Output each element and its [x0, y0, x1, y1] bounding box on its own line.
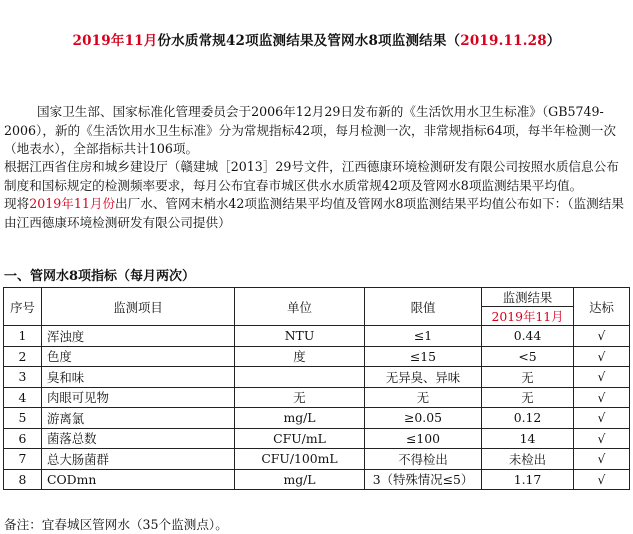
cell-pass: √	[574, 326, 630, 347]
intro-paragraph-standard: 国家卫生部、国家标准化管理委员会于2006年12月29日发布新的《生活饮用水卫生标准》（GB5749-2006），新的《生活饮用水卫生标准》分为常规指标42项，每月检测一次，非常规指标64项，每半年检测一次（地表水），全部指标共计106项。	[4, 104, 616, 156]
table-row	[4, 326, 630, 347]
cell-item: 总大肠菌群	[42, 449, 235, 470]
cell-unit	[235, 367, 365, 388]
header-result: 监测结果	[482, 288, 574, 307]
cell-no: 2	[4, 346, 42, 367]
cell-unit: NTU	[235, 326, 365, 347]
intro-paragraph-announcement	[4, 195, 630, 232]
header-no: 序号	[4, 288, 42, 326]
cell-limit: 无	[365, 387, 482, 408]
table-row	[4, 387, 630, 408]
announcement-body: 出厂水、管网末梢水42项监测结果平均值及管网水8项监测结果平均值公布如下：（监测结果由江西德康环境检测研发有限公司提供）	[4, 196, 624, 230]
title-date: 2019.11.28	[460, 33, 547, 49]
cell-unit: 度	[235, 346, 365, 367]
cell-pass: √	[574, 346, 630, 367]
cell-pass: √	[574, 428, 630, 449]
cell-result: 无	[482, 387, 574, 408]
header-item: 监测项目	[42, 288, 235, 326]
page-title	[0, 29, 633, 49]
cell-no: 6	[4, 428, 42, 449]
cell-item: 肉眼可见物	[42, 387, 235, 408]
cell-item: 游离氯	[42, 408, 235, 429]
header-unit: 单位	[235, 288, 365, 326]
cell-pass: √	[574, 387, 630, 408]
cell-unit: mg/L	[235, 408, 365, 429]
cell-limit: ≤1	[365, 326, 482, 347]
cell-result: 1.17	[482, 469, 574, 490]
cell-item: 菌落总数	[42, 428, 235, 449]
table-row	[4, 408, 630, 429]
header-pass: 达标	[574, 288, 630, 326]
cell-result: <5	[482, 346, 574, 367]
cell-pass: √	[574, 408, 630, 429]
title-month: 2019年11月	[72, 33, 158, 49]
table-row	[4, 469, 630, 490]
cell-result: 14	[482, 428, 574, 449]
title-main: 份水质常规42项监测结果及管网水8项监测结果（	[157, 33, 461, 49]
cell-limit: ≤100	[365, 428, 482, 449]
cell-no: 8	[4, 469, 42, 490]
header-limit: 限值	[365, 288, 482, 326]
table-row	[4, 449, 630, 470]
cell-no: 1	[4, 326, 42, 347]
footnote: 备注：宜春城区管网水（35个监测点）。	[4, 517, 228, 532]
section-title: 一、管网水8项指标（每月两次）	[4, 269, 196, 284]
cell-no: 7	[4, 449, 42, 470]
monitoring-table	[3, 287, 630, 490]
cell-limit: 无异臭、异味	[365, 367, 482, 388]
cell-no: 3	[4, 367, 42, 388]
cell-pass: √	[574, 449, 630, 470]
table-row	[4, 428, 630, 449]
cell-limit: ≤15	[365, 346, 482, 367]
cell-result: 0.44	[482, 326, 574, 347]
cell-result: 未检出	[482, 449, 574, 470]
table-row	[4, 367, 630, 388]
table-row	[4, 346, 630, 367]
cell-result: 无	[482, 367, 574, 388]
announcement-month: 2019年11月份	[29, 196, 116, 211]
intro-paragraph-basis: 根据江西省住房和城乡建设厅（赣建城［2013］29号文件，江西德康环境检测研发有限公司按照水质信息公布制度和国标规定的检测频率要求，每月公布宜春市城区供水水质常规42项及管网水8项监测结果平均值。	[4, 159, 619, 193]
cell-unit: mg/L	[235, 469, 365, 490]
cell-limit: 不得检出	[365, 449, 482, 470]
cell-no: 5	[4, 408, 42, 429]
cell-item: CODmn	[42, 469, 235, 490]
header-period: 2019年11月	[482, 307, 574, 326]
cell-pass: √	[574, 469, 630, 490]
cell-unit: CFU/100mL	[235, 449, 365, 470]
cell-item: 臭和味	[42, 367, 235, 388]
cell-unit: 无	[235, 387, 365, 408]
cell-limit: 3（特殊情况≤5）	[365, 469, 482, 490]
cell-limit: ≥0.05	[365, 408, 482, 429]
cell-result: 0.12	[482, 408, 574, 429]
announcement-lead: 现将	[4, 196, 30, 211]
cell-no: 4	[4, 387, 42, 408]
cell-unit: CFU/mL	[235, 428, 365, 449]
cell-pass: √	[574, 367, 630, 388]
title-close: ）	[546, 33, 561, 49]
cell-item: 色度	[42, 346, 235, 367]
cell-item: 浑浊度	[42, 326, 235, 347]
